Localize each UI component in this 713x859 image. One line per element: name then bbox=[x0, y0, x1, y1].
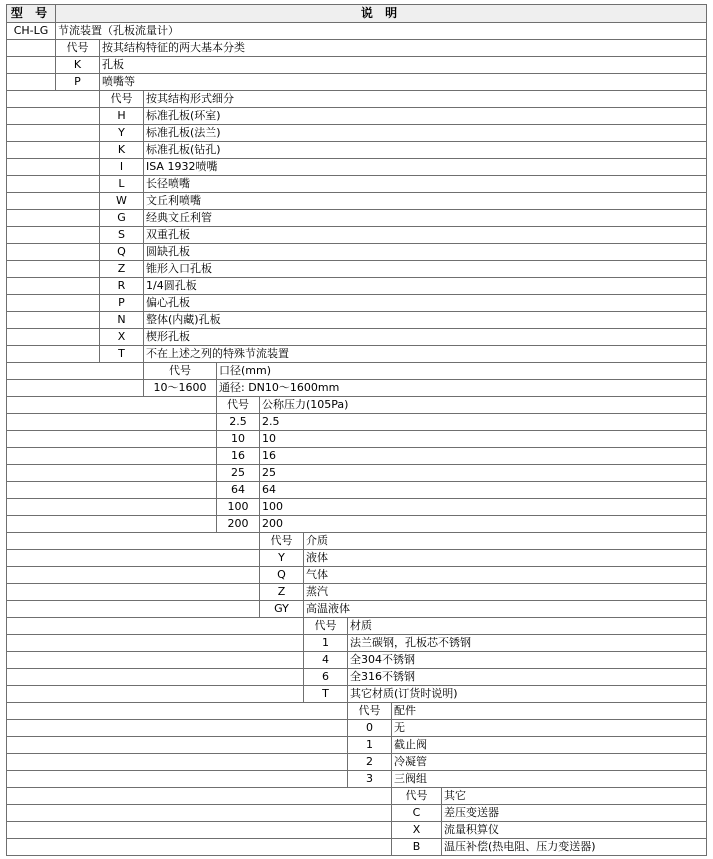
row-code-cell: 6 bbox=[303, 668, 348, 686]
row-indent-spacer bbox=[6, 532, 260, 550]
row-description-cell: 材质 bbox=[347, 617, 707, 635]
row-code-cell: Z bbox=[99, 260, 144, 278]
row-description-cell: 配件 bbox=[391, 702, 707, 720]
row-description-cell: 按其结构形式细分 bbox=[143, 90, 707, 108]
row-description-cell: 200 bbox=[259, 515, 707, 533]
row-code-cell: L bbox=[99, 175, 144, 193]
row-indent-spacer bbox=[6, 396, 217, 414]
row-description-cell: 冷凝管 bbox=[391, 753, 707, 771]
header-model: 型 号 bbox=[6, 4, 56, 23]
row-indent-spacer bbox=[6, 39, 56, 57]
row-description-cell: 圆缺孔板 bbox=[143, 243, 707, 261]
row-description-cell: 25 bbox=[259, 464, 707, 482]
row-description-cell: 温压补偿(热电阻、压力变送器) bbox=[441, 838, 707, 856]
row-description-cell: 标准孔板(法兰) bbox=[143, 124, 707, 142]
row-description-cell: 液体 bbox=[303, 549, 707, 567]
row-indent-spacer bbox=[6, 821, 392, 839]
row-description-cell: 100 bbox=[259, 498, 707, 516]
row-indent-spacer bbox=[6, 668, 304, 686]
row-code-cell: P bbox=[99, 294, 144, 312]
row-code-cell: 代号 bbox=[303, 617, 348, 635]
row-indent-spacer bbox=[6, 736, 348, 754]
row-code-cell: P bbox=[55, 73, 100, 91]
row-description-cell: 双重孔板 bbox=[143, 226, 707, 244]
row-description-cell: 长径喷嘴 bbox=[143, 175, 707, 193]
row-code-cell: Y bbox=[259, 549, 304, 567]
row-indent-spacer bbox=[6, 651, 304, 669]
row-indent-spacer bbox=[6, 583, 260, 601]
row-code-cell: 10 bbox=[216, 430, 260, 448]
row-indent-spacer bbox=[6, 362, 144, 380]
row-code-cell: N bbox=[99, 311, 144, 329]
row-code-cell: 代号 bbox=[143, 362, 217, 380]
row-indent-spacer bbox=[6, 141, 100, 159]
row-code-cell: 代号 bbox=[216, 396, 260, 414]
row-indent-spacer bbox=[6, 175, 100, 193]
row-indent-spacer bbox=[6, 107, 100, 125]
row-code-cell: 代号 bbox=[391, 787, 442, 805]
row-code-cell: Q bbox=[99, 243, 144, 261]
row-code-cell: T bbox=[303, 685, 348, 703]
row-indent-spacer bbox=[6, 634, 304, 652]
row-indent-spacer bbox=[6, 566, 260, 584]
row-description-cell: 孔板 bbox=[99, 56, 707, 74]
row-indent-spacer bbox=[6, 549, 260, 567]
row-indent-spacer bbox=[6, 719, 348, 737]
row-description-cell: 蒸汽 bbox=[303, 583, 707, 601]
row-description-cell: 气体 bbox=[303, 566, 707, 584]
row-code-cell: T bbox=[99, 345, 144, 363]
row-description-cell: 16 bbox=[259, 447, 707, 465]
row-indent-spacer bbox=[6, 124, 100, 142]
row-code-cell: 3 bbox=[347, 770, 392, 788]
row-description-cell: 楔形孔板 bbox=[143, 328, 707, 346]
row-code-cell: K bbox=[55, 56, 100, 74]
row-code-cell: 64 bbox=[216, 481, 260, 499]
row-description-cell: 喷嘴等 bbox=[99, 73, 707, 91]
row-indent-spacer bbox=[6, 787, 392, 805]
row-code-cell: W bbox=[99, 192, 144, 210]
row-code-cell: 25 bbox=[216, 464, 260, 482]
row-indent-spacer bbox=[6, 90, 100, 108]
row-code-cell: GY bbox=[259, 600, 304, 618]
row-description-cell: 64 bbox=[259, 481, 707, 499]
row-code-cell: 1 bbox=[347, 736, 392, 754]
row-code-cell: 代号 bbox=[347, 702, 392, 720]
row-indent-spacer bbox=[6, 260, 100, 278]
row-code-cell: 100 bbox=[216, 498, 260, 516]
row-indent-spacer bbox=[6, 379, 144, 397]
row-indent-spacer bbox=[6, 243, 100, 261]
row-indent-spacer bbox=[6, 328, 100, 346]
row-code-cell: 4 bbox=[303, 651, 348, 669]
row-code-cell: H bbox=[99, 107, 144, 125]
row-code-cell: X bbox=[391, 821, 442, 839]
row-code-cell: 代号 bbox=[99, 90, 144, 108]
row-indent-spacer bbox=[6, 498, 217, 516]
row-code-cell: 1 bbox=[303, 634, 348, 652]
row-indent-spacer bbox=[6, 600, 260, 618]
row-description-cell: 整体(内藏)孔板 bbox=[143, 311, 707, 329]
row-code-cell: 2 bbox=[347, 753, 392, 771]
row-code-cell: 200 bbox=[216, 515, 260, 533]
row-code-cell: Q bbox=[259, 566, 304, 584]
row-code-cell: K bbox=[99, 141, 144, 159]
row-description-cell: 标准孔板(环室) bbox=[143, 107, 707, 125]
row-description-cell: 无 bbox=[391, 719, 707, 737]
row-indent-spacer bbox=[6, 56, 56, 74]
row-description-cell: 截止阀 bbox=[391, 736, 707, 754]
row-description-cell: 标准孔板(钻孔) bbox=[143, 141, 707, 159]
row-code-cell: 代号 bbox=[55, 39, 100, 57]
row-description-cell: 通径: DN10～1600mm bbox=[216, 379, 707, 397]
row-description-cell: 全304不锈钢 bbox=[347, 651, 707, 669]
row-description-cell: 三阀组 bbox=[391, 770, 707, 788]
row-description-cell: 10 bbox=[259, 430, 707, 448]
row-indent-spacer bbox=[6, 838, 392, 856]
row-indent-spacer bbox=[6, 311, 100, 329]
row-indent-spacer bbox=[6, 430, 217, 448]
row-indent-spacer bbox=[6, 464, 217, 482]
row-description-cell: 口径(mm) bbox=[216, 362, 707, 380]
row-description-cell: 偏心孔板 bbox=[143, 294, 707, 312]
row-code-cell: X bbox=[99, 328, 144, 346]
row-code-cell: C bbox=[391, 804, 442, 822]
row-description-cell: 全316不锈钢 bbox=[347, 668, 707, 686]
row-description-cell: 按其结构特征的两大基本分类 bbox=[99, 39, 707, 57]
row-description-cell: 法兰碳钢，孔板芯不锈钢 bbox=[347, 634, 707, 652]
row-indent-spacer bbox=[6, 753, 348, 771]
row-description-cell: 流量积算仪 bbox=[441, 821, 707, 839]
row-indent-spacer bbox=[6, 515, 217, 533]
row-description-cell: 高温液体 bbox=[303, 600, 707, 618]
row-code-cell: 2.5 bbox=[216, 413, 260, 431]
row-code-cell: 代号 bbox=[259, 532, 304, 550]
row-indent-spacer bbox=[6, 226, 100, 244]
row-description-cell: 文丘利喷嘴 bbox=[143, 192, 707, 210]
row-description-cell: 节流装置（孔板流量计） bbox=[55, 22, 707, 40]
row-indent-spacer bbox=[6, 481, 217, 499]
header-description: 说 明 bbox=[55, 4, 707, 23]
row-indent-spacer bbox=[6, 685, 304, 703]
row-description-cell: 公称压力(105Pa) bbox=[259, 396, 707, 414]
row-code-cell: Z bbox=[259, 583, 304, 601]
row-description-cell: 其它 bbox=[441, 787, 707, 805]
row-code-cell: S bbox=[99, 226, 144, 244]
row-indent-spacer bbox=[6, 158, 100, 176]
row-indent-spacer bbox=[6, 209, 100, 227]
row-code-cell: 0 bbox=[347, 719, 392, 737]
row-indent-spacer bbox=[6, 804, 392, 822]
row-indent-spacer bbox=[6, 702, 348, 720]
row-code-cell: I bbox=[99, 158, 144, 176]
row-description-cell: 1/4圆孔板 bbox=[143, 277, 707, 295]
row-description-cell: 差压变送器 bbox=[441, 804, 707, 822]
row-indent-spacer bbox=[6, 73, 56, 91]
row-code-cell: G bbox=[99, 209, 144, 227]
row-description-cell: 介质 bbox=[303, 532, 707, 550]
row-indent-spacer bbox=[6, 617, 304, 635]
row-description-cell: 经典文丘利管 bbox=[143, 209, 707, 227]
row-indent-spacer bbox=[6, 447, 217, 465]
row-description-cell: 不在上述之列的特殊节流装置 bbox=[143, 345, 707, 363]
row-indent-spacer bbox=[6, 277, 100, 295]
row-description-cell: 锥形入口孔板 bbox=[143, 260, 707, 278]
row-code-cell: CH-LG bbox=[6, 22, 56, 40]
row-indent-spacer bbox=[6, 345, 100, 363]
row-code-cell: B bbox=[391, 838, 442, 856]
row-indent-spacer bbox=[6, 770, 348, 788]
row-description-cell: 其它材质(订货时说明) bbox=[347, 685, 707, 703]
row-description-cell: 2.5 bbox=[259, 413, 707, 431]
row-code-cell: R bbox=[99, 277, 144, 295]
row-indent-spacer bbox=[6, 413, 217, 431]
row-code-cell: Y bbox=[99, 124, 144, 142]
row-code-cell: 10～1600 bbox=[143, 379, 217, 397]
row-code-cell: 16 bbox=[216, 447, 260, 465]
row-indent-spacer bbox=[6, 294, 100, 312]
row-indent-spacer bbox=[6, 192, 100, 210]
row-description-cell: ISA 1932喷嘴 bbox=[143, 158, 707, 176]
